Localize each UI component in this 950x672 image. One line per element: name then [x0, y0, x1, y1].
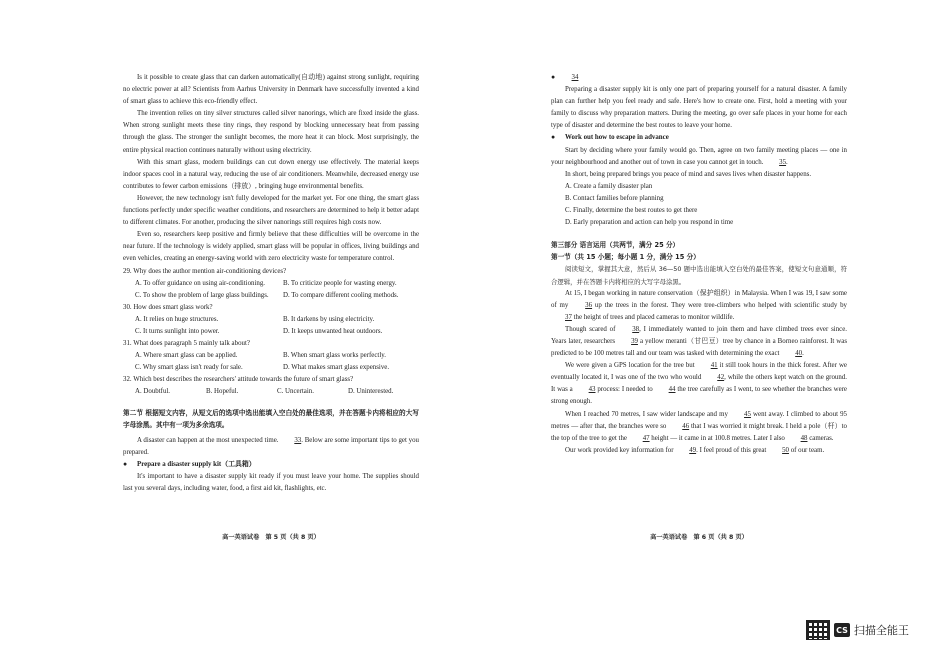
subheading-text: Prepare a disaster supply kit（工具箱） — [137, 460, 256, 468]
cloze-text: , while the others kept watch on the ground. It was a — [551, 374, 847, 394]
cloze-blank[interactable]: 43 — [588, 386, 596, 394]
cloze-blank[interactable]: 38 — [632, 325, 640, 333]
option: D. Uninterested. — [348, 388, 394, 396]
page-footer: 高一英语试卷 第 6 页（共 8 页） — [650, 534, 748, 541]
cloze-text: the height of trees and placed cameras to monitor wildlife. — [571, 313, 735, 321]
option: D. What makes smart glass expensive. — [283, 364, 390, 372]
intro-text: A disaster can happen at the most unexpected time. — [137, 436, 279, 444]
option: B. When smart glass works perfectly. — [283, 352, 386, 360]
cloze-text: a yellow meranti（甘巴豆）tree by chance in a Borneo rainforest. It was predicted to be 100 metres tall and our team was tasked with determining the exact — [551, 337, 848, 358]
cloze-text: process: I needed to — [595, 386, 655, 394]
cloze-text: . — [802, 350, 804, 358]
escape-paragraph: Start by deciding where your family would go. Then, agree on two family meeting places — one in your neighbourhood and another out of town in case you cannot get in touch. 35. — [551, 145, 847, 169]
cloze-text: . I feel proud of this great — [696, 446, 769, 454]
instructions: 阅读短文，掌握其大意，然后从 36—50 题中选出能填入空白处的最佳答案，使短文句意通顺，符合逻辑，并在答题卡内将相应的大写字母涂黑。 — [551, 265, 847, 286]
blank-33[interactable]: 33 — [294, 436, 302, 444]
camscanner-logo-icon: CS — [834, 623, 850, 637]
cloze-text: the tree carefully as I went, to see whether the branches were strong enough. — [551, 386, 847, 406]
option: C. Uncertain. — [277, 388, 314, 396]
passage-paragraph: Even so, researchers keep positive and firmly believe that these difficulties will be overcome in the near future. If the technology is widely applied, smart glass will be popular in offices, living buildings and even vehicles, creating an energy-saving world with zero electricity waste for temperature control. — [123, 231, 419, 263]
cloze-blank[interactable]: 49 — [689, 446, 697, 454]
cloze-blank[interactable]: 40 — [795, 350, 803, 358]
option: C. Why smart glass isn't ready for sale. — [135, 364, 243, 372]
cloze-text: Though scared of — [565, 325, 619, 333]
cloze-text: At 15, I began working in nature conservation（保护组织）in Malaysia. When I was 19, I saw some of my — [551, 289, 847, 309]
cloze-text: it still took hours in the thick forest. After we eventually located it, I was one of the two who would — [551, 362, 847, 382]
cloze-blank[interactable]: 45 — [744, 410, 751, 418]
part-3-heading: 第三部分 语言运用（共两节，满分 25 分） — [551, 241, 680, 250]
option: A. It relies on huge structures. — [135, 315, 219, 323]
cloze-blank[interactable]: 37 — [565, 313, 572, 321]
bullet-icon: ● — [551, 134, 556, 142]
cloze-blank[interactable]: 46 — [682, 422, 690, 430]
option: A. Where smart glass can be applied. — [135, 352, 238, 360]
question-30-stem: 30. How does smart glass work? — [123, 303, 213, 311]
section-1-heading: 第一节（共 15 小题；每小题 1 分，满分 15 分） — [551, 253, 700, 262]
left-page — [123, 72, 419, 495]
passage-paragraph: The invention relies on tiny silver structures called silver nanorings, which are fixed inside the glass. When strong sunlight meets these tiny rings, they respond by blocking unnecessary heat from passing through the glass. The stronger the sunlight becomes, the more heat it can block. Most surprisingly, the entire physical reaction continues naturally without using electricity. — [123, 110, 419, 154]
bullet-icon: ● — [123, 460, 128, 468]
cloze-text: that I was worried it might break. I held a pole（杆）to the top of the tree to get the — [551, 422, 847, 442]
blank-35[interactable]: 35 — [779, 158, 787, 166]
cloze-blank[interactable]: 36 — [585, 301, 593, 309]
cloze-paragraph — [551, 360, 847, 408]
question-31-options — [123, 350, 419, 362]
blank-34-line — [551, 72, 847, 84]
question-31-stem: 31. What does paragraph 5 mainly talk about? — [123, 340, 250, 348]
option: D. To compare different cooling methods. — [283, 291, 399, 299]
page-footer: 高一英语试卷 第 5 页（共 8 页） — [222, 534, 320, 541]
option: B. To criticize people for wasting energy. — [283, 279, 397, 287]
cloze-paragraph — [551, 324, 847, 360]
option: C. Finally, determine the best routes to get there — [565, 207, 698, 215]
question-31-options — [123, 362, 419, 374]
summary-paragraph: In short, being prepared brings you peace of mind and saves lives when disaster happens. — [565, 170, 812, 178]
cloze-text: went away. I climbed to about 95 metres — after that, the branches were so — [551, 410, 847, 430]
scanner-label: 扫描全能王 — [854, 624, 909, 637]
intro-text: . Below are some important tips to get you prepared. — [123, 436, 420, 456]
question-32-stem: 32. Which best describes the researchers' attitude towards the future of smart glass? — [123, 376, 354, 384]
question-30-options — [123, 314, 419, 326]
option: A. Create a family disaster plan — [565, 182, 653, 190]
cloze-blank[interactable]: 47 — [642, 434, 650, 442]
scanner-watermark — [806, 620, 909, 640]
subheading — [123, 459, 419, 471]
cloze-blank[interactable]: 50 — [782, 446, 789, 454]
cloze-text: We were given a GPS location for the tree but — [565, 362, 697, 370]
passage-paragraph: Is it possible to create glass that can darken automatically(自动地) against strong sunlight, requiring no electric power at all? Scientists from Aarhus University in Denmark have successfully invented a kind of smart glass to achieve this eco-friendly effect. — [123, 74, 419, 106]
plan-paragraph: Preparing a disaster supply kit is only one part of preparing yourself for a natural disaster. A family plan can further help you feel ready and safe. Here's how to create one. First, hold a meeting with your family to discuss why preparation matters. During the meeting, go over safe places in your home for each type of disaster and determine the best routes to leave your home. — [551, 86, 847, 130]
subheading-text: Work out how to escape in advance — [565, 134, 669, 142]
cloze-paragraph — [551, 409, 847, 445]
question-32-options — [123, 386, 419, 398]
cloze-paragraph — [551, 288, 847, 324]
option: D. Early preparation and action can help you respond in time — [565, 219, 734, 227]
cloze-blank[interactable]: 44 — [668, 386, 676, 394]
cloze-text: Our work provided key information for — [565, 446, 676, 454]
cloze-blank[interactable]: 42 — [717, 374, 725, 382]
question-29-stem: 29. Why does the author mention air-conditioning devices? — [123, 267, 287, 275]
cloze-blank[interactable]: 41 — [710, 362, 718, 370]
option: C. It turns sunlight into power. — [135, 327, 220, 335]
question-29-options — [123, 278, 419, 290]
kit-paragraph: It's important to have a disaster supply kit ready if you must leave your home. The supplies should last you several days, including water, food, a first aid kit, flashlights, etc. — [123, 473, 419, 493]
cloze-text: height — it came in at 100.8 metres. Later I also — [649, 434, 787, 442]
cloze-text: When I reached 70 metres, I saw wider landscape and my — [565, 410, 731, 418]
question-30-options — [123, 326, 419, 338]
cloze-blank[interactable]: 39 — [631, 337, 638, 345]
cloze-text: cameras. — [807, 434, 834, 442]
option: B. Hopeful. — [206, 388, 239, 396]
bullet-icon: ● — [551, 74, 556, 81]
cloze-text: up the trees in the forest. They were tree-climbers who helped with scientific study by — [592, 301, 847, 309]
qr-code-icon — [806, 620, 830, 640]
right-page — [551, 72, 847, 457]
intro-paragraph — [123, 435, 419, 459]
escape-text: Start by deciding where your family would go. Then, agree on two family meeting places — one in your neighbourhood and another out of town in case you cannot get in touch. — [551, 146, 847, 166]
cloze-text: of our team. — [788, 446, 825, 454]
option: D. It keeps unwanted heat outdoors. — [283, 327, 383, 335]
option: B. It darkens by using electricity. — [283, 315, 375, 323]
passage-paragraph: However, the new technology isn't fully developed for the market yet. For one thing, the smart glass functions perfectly under specific weather conditions, and researchers are determined to help it better adapt to different climates. For another, producing the silver nanorings still requires high costs now. — [123, 194, 419, 227]
cloze-passage — [551, 288, 847, 457]
option: A. To offer guidance on using air-conditioning. — [135, 279, 266, 287]
option: C. To show the problem of large glass buildings. — [135, 291, 269, 299]
question-29-options — [123, 290, 419, 302]
cloze-paragraph — [551, 445, 847, 457]
subheading — [551, 132, 847, 144]
cloze-blank[interactable]: 48 — [800, 434, 808, 442]
section-2-heading: 第二节 根据短文内容，从短文后的选项中选出能填入空白处的最佳选项，并在答题卡内将相应的大写字母涂黑。其中有一项为多余选项。 — [123, 408, 419, 429]
cloze-text: , I immediately wanted to join them and have climbed trees ever since. Years later, researchers — [551, 325, 847, 345]
blank-34[interactable]: 34 — [571, 74, 579, 81]
option: B. Contact families before planning — [565, 194, 664, 202]
passage-paragraph: With this smart glass, modern buildings can cut down energy use effectively. The material keeps indoor spaces cool in a natural way, reducing the use of air conditioners. Meanwhile, decreased energy use contributes to fewer carbon emissions（排放）, bringing huge environmental benefits. — [123, 158, 419, 190]
option: A. Doubtful. — [135, 388, 171, 396]
